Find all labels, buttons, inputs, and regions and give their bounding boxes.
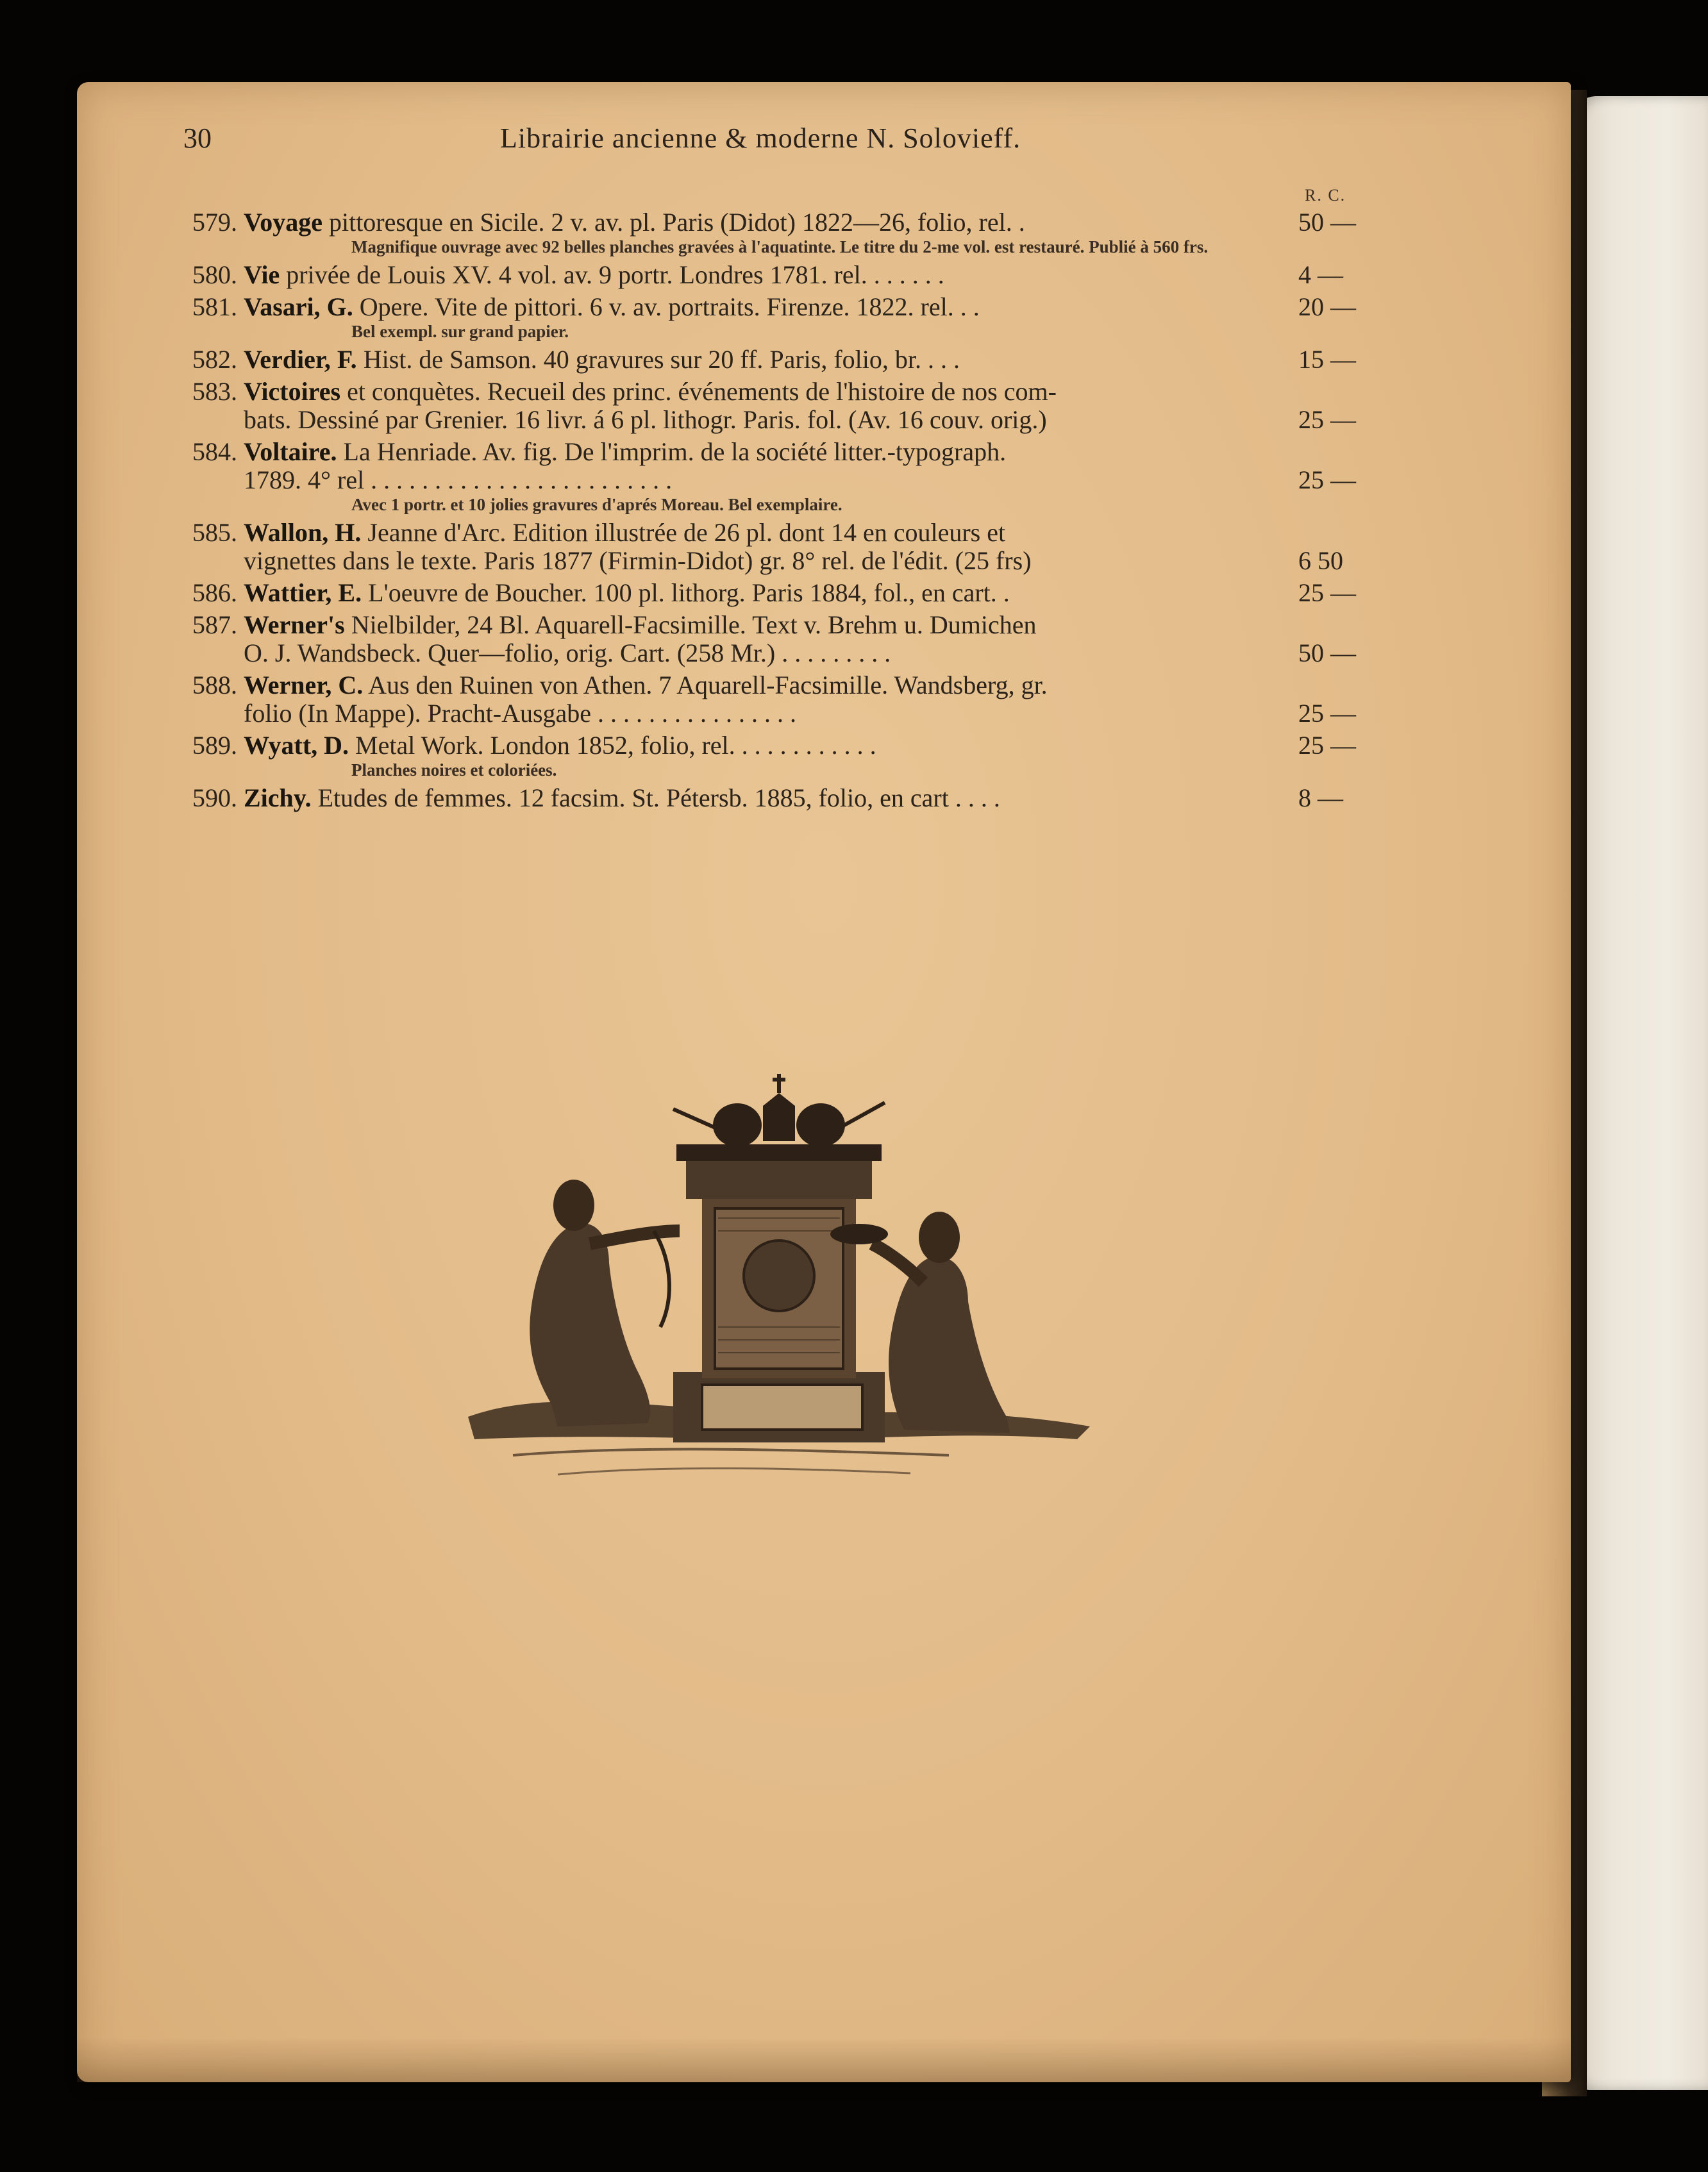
entry-text [244, 671, 1048, 699]
entry-spacer [173, 812, 1378, 816]
entry-note [173, 237, 1378, 257]
entry-text-continued: bats. Dessiné par Grenier. 16 livr. á 6 pl. lithogr. Paris. fol. (Av. 16 couv. orig.) [244, 405, 1047, 434]
entry-text [244, 378, 1057, 406]
entry-number: 582. [192, 345, 237, 374]
entry-text [244, 261, 944, 289]
entry-note [173, 321, 1378, 342]
entry-price: 15 — [1298, 345, 1356, 374]
catalogue-entry-continuation [173, 466, 1378, 494]
adjacent-page [1571, 96, 1708, 2090]
entry-description: privée de Louis XV. 4 vol. av. 9 portr. Londres 1781. rel. . . . . . . [280, 260, 944, 289]
entry-price: 25 — [1298, 465, 1356, 494]
entry-number: 583. [192, 377, 237, 406]
entry-price: 25 — [1298, 699, 1356, 728]
entry-note [173, 760, 1378, 780]
catalogue-entry [173, 519, 1378, 547]
catalogue-entry-continuation [173, 547, 1378, 575]
entry-description: Opere. Vite de pittori. 6 v. av. portraits. Firenze. 1822. rel. . . [353, 292, 980, 321]
entry-description: pittoresque en Sicile. 2 v. av. pl. Paris (Didot) 1822—26, folio, rel. . [322, 208, 1025, 237]
entry-description: Etudes de femmes. 12 facsim. St. Pétersb. 1885, folio, en cart . . . . [311, 783, 1000, 812]
catalogue-entry-continuation [173, 699, 1378, 728]
catalogue-entry [173, 731, 1378, 760]
entry-price: 50 — [1298, 208, 1356, 237]
entry-text [244, 579, 1010, 607]
entry-number: 584. [192, 437, 237, 466]
entry-author: Wyatt, D. [244, 731, 349, 760]
entry-text-continued: 1789. 4° rel . . . . . . . . . . . . . . . . . . . . . . . . [244, 465, 673, 494]
entry-number: 581. [192, 292, 237, 321]
price-column-heading: R. C. [1305, 186, 1346, 205]
entry-description: Hist. de Samson. 40 gravures sur 20 ff. Paris, folio, br. . . . [356, 345, 960, 374]
entry-note-text: Magnifique ouvrage avec 92 belles planches gravées à l'aquatinte. Le titre du 2-me vol. est restauré. Publié à 560 frs. [351, 237, 1209, 256]
entry-description: La Henriade. Av. fig. De l'imprim. de la société litter.-typograph. [337, 437, 1007, 466]
entry-author: Werner, C. [244, 671, 364, 699]
entry-author: Zichy. [244, 783, 312, 812]
entry-number: 587. [192, 610, 237, 639]
entry-author: Wattier, E. [244, 578, 362, 607]
entry-description: Metal Work. London 1852, folio, rel. . . . . . . . . . . . [349, 731, 876, 760]
entry-author: Verdier, F. [244, 345, 357, 374]
entry-description: et conquètes. Recueil des princ. événements de l'histoire de nos com- [340, 377, 1057, 406]
entry-number: 589. [192, 731, 237, 760]
catalogue-entry [173, 671, 1378, 699]
entry-note [173, 494, 1378, 515]
catalogue-entry-continuation [173, 639, 1378, 667]
entry-price: 8 — [1298, 783, 1343, 812]
page-number: 30 [183, 122, 212, 154]
catalogue-entry [173, 261, 1378, 289]
entry-description: L'oeuvre de Boucher. 100 pl. lithorg. Paris 1884, fol., en cart. . [362, 578, 1010, 607]
entry-text [244, 438, 1006, 466]
entry-number: 586. [192, 578, 237, 607]
catalogue-entry [173, 784, 1378, 812]
entry-price: 6 50 [1298, 546, 1343, 575]
entry-text [244, 731, 876, 760]
entry-description: Aus den Ruinen von Athen. 7 Aquarell-Facsimille. Wandsberg, gr. [363, 671, 1048, 699]
entry-author: Vie [244, 260, 280, 289]
entry-text [244, 784, 1000, 812]
entry-number: 579. [192, 208, 237, 237]
catalogue-entry [173, 208, 1378, 237]
entry-number: 580. [192, 260, 237, 289]
entry-author: Voyage [244, 208, 322, 237]
entry-price: 4 — [1298, 260, 1343, 289]
entry-author: Wallon, H. [244, 518, 362, 547]
catalogue-entry [173, 293, 1378, 321]
entry-author: Voltaire. [244, 437, 337, 466]
entry-author: Werner's [244, 610, 345, 639]
catalogue-entry [173, 438, 1378, 466]
entry-text [244, 519, 1005, 547]
catalogue-entry [173, 611, 1378, 639]
entry-text [244, 346, 960, 374]
catalogue-entry [173, 579, 1378, 607]
entry-author: Vasari, G. [244, 292, 353, 321]
engraved-vignette [462, 1071, 1096, 1545]
entry-text-continued: vignettes dans le texte. Paris 1877 (Firmin-Didot) gr. 8° rel. de l'édit. (25 frs) [244, 546, 1032, 575]
entry-author: Victoires [244, 377, 341, 406]
catalogue-list [173, 208, 1378, 816]
page-header [0, 122, 1708, 160]
entry-note-text: Bel exempl. sur grand papier. [351, 322, 569, 341]
entry-price: 25 — [1298, 578, 1356, 607]
entry-text [244, 293, 980, 321]
catalogue-entry-continuation [173, 406, 1378, 434]
catalogue-entry [173, 346, 1378, 374]
entry-price: 25 — [1298, 731, 1356, 760]
entry-number: 585. [192, 518, 237, 547]
entry-price: 25 — [1298, 405, 1356, 434]
entry-description: Jeanne d'Arc. Edition illustrée de 26 pl. dont 14 en couleurs et [361, 518, 1006, 547]
page-title: Librairie ancienne & moderne N. Solovieff. [500, 122, 1021, 154]
entry-text-continued: O. J. Wandsbeck. Quer—folio, orig. Cart. (258 Mr.) . . . . . . . . . [244, 639, 891, 667]
entry-text [244, 208, 1025, 237]
entry-price: 20 — [1298, 292, 1356, 321]
entry-text [244, 611, 1036, 639]
entry-number: 590. [192, 783, 237, 812]
entry-description: Nielbilder, 24 Bl. Aquarell-Facsimille. Text v. Brehm u. Dumichen [344, 610, 1037, 639]
catalogue-entry [173, 378, 1378, 406]
entry-text-continued: folio (In Mappe). Pracht-Ausgabe . . . . . . . . . . . . . . . . [244, 699, 797, 728]
entry-number: 588. [192, 671, 237, 699]
entry-note-text: Planches noires et coloriées. [351, 760, 557, 780]
entry-price: 50 — [1298, 639, 1356, 667]
entry-note-text: Avec 1 portr. et 10 jolies gravures d'aprés Moreau. Bel exemplaire. [351, 495, 842, 514]
